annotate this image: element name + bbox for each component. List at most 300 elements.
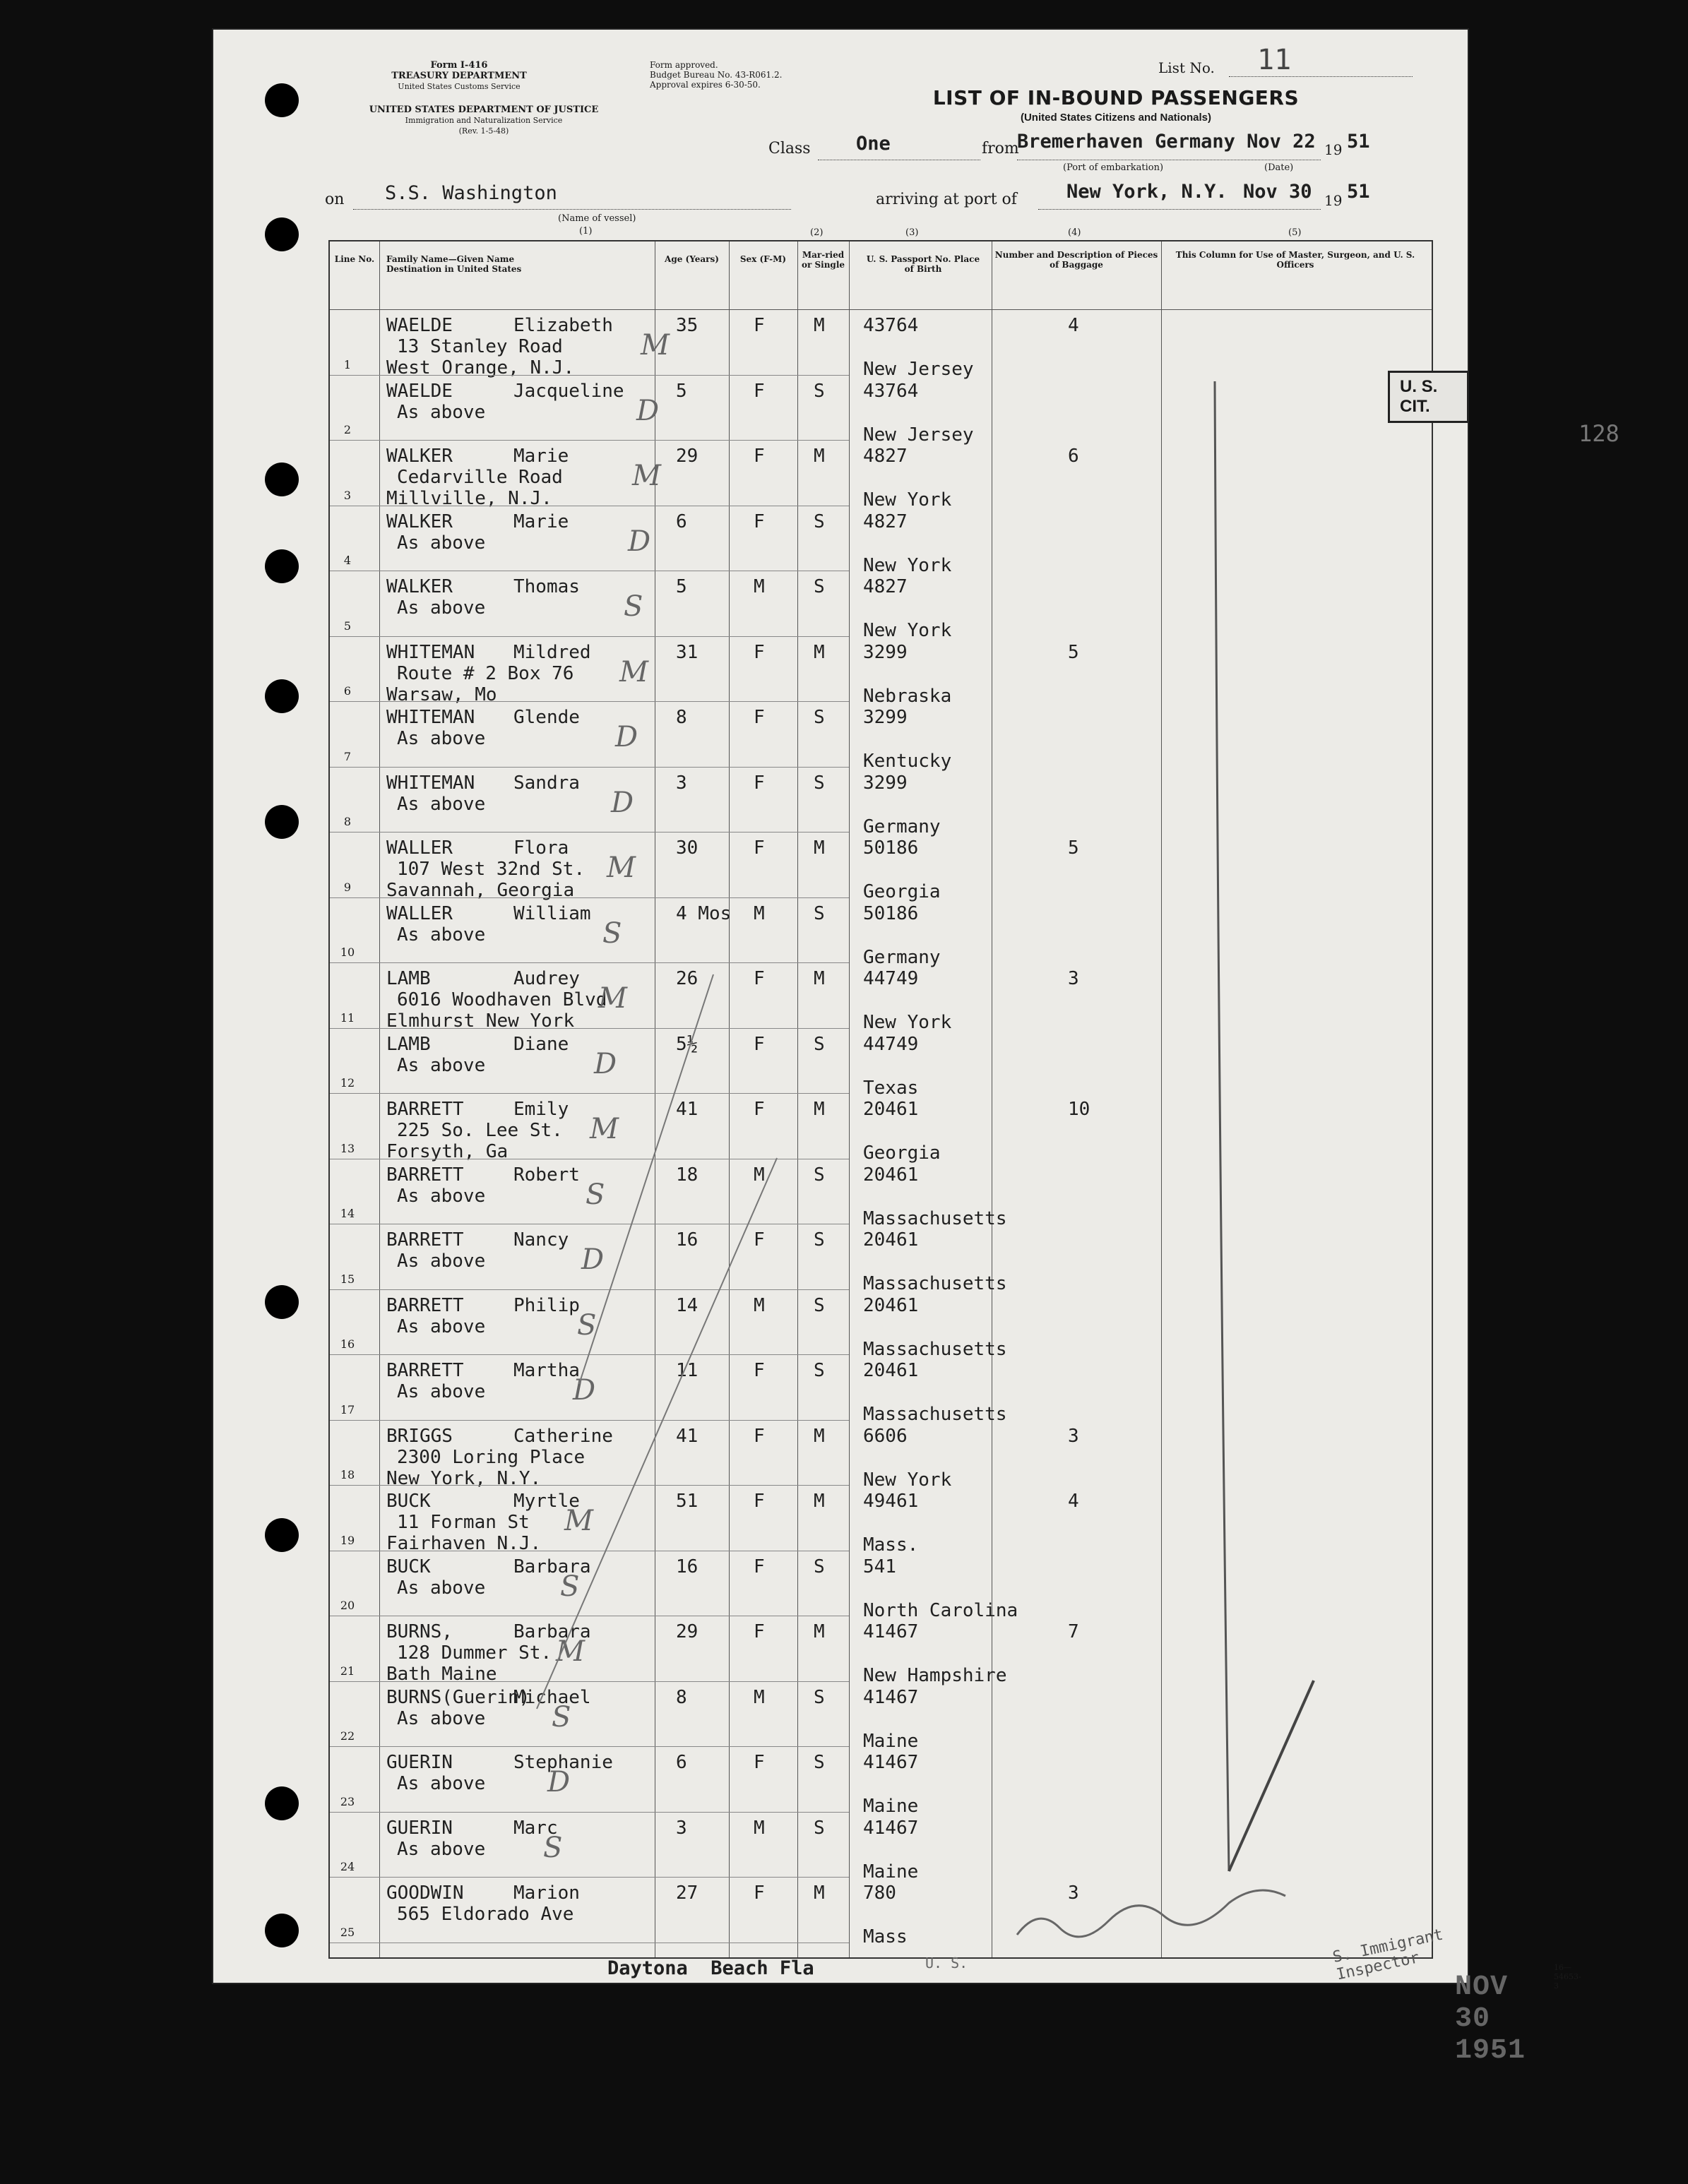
given-name: Sandra	[513, 772, 580, 794]
passport-number: 541	[863, 1556, 896, 1577]
pencil-mark: D	[594, 1047, 617, 1080]
age: 5	[676, 576, 687, 597]
pencil-mark: M	[619, 655, 648, 688]
given-name: Mildred	[513, 641, 591, 663]
pencil-mark: M	[632, 460, 661, 492]
form-reference: Form I-416 TREASURY DEPARTMENT United States Customs Service	[391, 60, 527, 91]
sex: M	[754, 576, 765, 597]
sex: F	[754, 1556, 765, 1577]
punch-hole	[265, 679, 299, 713]
passport-number: 41467	[863, 1686, 919, 1708]
address-line-1: As above	[397, 1381, 486, 1402]
col-num-5: (5)	[1288, 227, 1302, 238]
col-header-line: Line No.	[334, 254, 375, 264]
table-row	[330, 1812, 1432, 1882]
age: 41	[676, 1099, 699, 1120]
place-of-birth: New Jersey	[863, 359, 974, 380]
given-name: Jacqueline	[513, 380, 624, 402]
given-name: Elizabeth	[513, 315, 613, 336]
passport-number: 4827	[863, 576, 908, 597]
table-row	[330, 1159, 1432, 1229]
place-of-birth: Georgia	[863, 881, 941, 902]
arriving-label: arriving at port of	[876, 191, 1017, 208]
family-name: WHITEMAN	[386, 707, 475, 728]
place-of-birth: Maine	[863, 1730, 919, 1752]
table-row	[330, 1681, 1432, 1752]
pencil-mark: S	[586, 1178, 605, 1211]
given-name: Marie	[513, 511, 569, 532]
given-name: Martha	[513, 1360, 580, 1381]
passport-number: 41467	[863, 1621, 919, 1642]
given-name: Nancy	[513, 1229, 569, 1251]
place-of-birth: New York	[863, 620, 952, 641]
from-year-prefix: 19	[1324, 141, 1343, 158]
family-name: BURNS(Guerin)	[386, 1686, 530, 1708]
pencil-mark: M	[564, 1505, 593, 1537]
col-header-age: Age (Years)	[665, 254, 719, 264]
line-number: 1	[343, 357, 352, 371]
table-row	[330, 832, 1432, 902]
pencil-mark: D	[615, 721, 638, 753]
vessel-line	[353, 209, 791, 210]
place-of-birth: Maine	[863, 1796, 919, 1817]
given-name: Marie	[513, 446, 569, 467]
sex: F	[754, 968, 765, 989]
marital-status: M	[814, 1099, 825, 1120]
address-line-1: As above	[397, 1315, 486, 1337]
age: 3	[676, 1817, 687, 1839]
place-of-birth: North Carolina	[863, 1599, 1018, 1621]
address-line-1: As above	[397, 1185, 486, 1207]
passport-number: 50186	[863, 837, 919, 859]
table-row	[330, 1093, 1432, 1164]
line-number: 17	[340, 1402, 355, 1416]
table-row	[330, 571, 1432, 641]
line-number: 5	[343, 619, 352, 633]
age: 41	[676, 1425, 699, 1447]
age: 27	[676, 1882, 699, 1904]
address-line-1: As above	[397, 1577, 486, 1599]
line-number: 18	[340, 1468, 355, 1481]
table-row	[330, 1485, 1432, 1556]
sex: F	[754, 772, 765, 794]
marital-status: S	[814, 902, 825, 924]
age: 31	[676, 641, 699, 663]
line-number: 14	[340, 1207, 355, 1220]
address-line-1: Route # 2 Box 76	[397, 662, 574, 684]
family-name: BRIGGS	[386, 1425, 453, 1447]
age: 18	[676, 1164, 699, 1186]
inspector-stamp: S. Immigrant Inspector	[1331, 1926, 1445, 1984]
age: 8	[676, 707, 687, 728]
date-caption: (Date)	[1264, 162, 1294, 173]
marital-status: S	[814, 380, 825, 402]
age: 30	[676, 837, 699, 859]
passport-number: 4827	[863, 446, 908, 467]
sex: F	[754, 1491, 765, 1512]
given-name: William	[513, 902, 591, 924]
age: 8	[676, 1686, 687, 1708]
line-number: 6	[343, 684, 352, 698]
marital-status: S	[814, 1229, 825, 1251]
passport-number: 50186	[863, 902, 919, 924]
baggage-count: 3	[1068, 1425, 1079, 1447]
col-header-sex: Sex (F-M)	[739, 254, 787, 264]
col-header-passport: U. S. Passport No. Place of Birth	[866, 254, 980, 274]
manifest-sheet	[212, 28, 1619, 2067]
sex: F	[754, 1360, 765, 1381]
place-of-birth: Georgia	[863, 1142, 941, 1164]
punch-hole	[265, 1914, 299, 1947]
place-of-birth: Germany	[863, 816, 941, 837]
given-name: Robert	[513, 1164, 580, 1186]
address-line-1: 128 Dummer St.	[397, 1642, 552, 1664]
col-num-1: (1)	[579, 226, 593, 237]
passport-number: 6606	[863, 1425, 908, 1447]
table-row	[330, 767, 1432, 837]
address-line-1: As above	[397, 1054, 486, 1076]
punch-hole	[265, 1285, 299, 1319]
pencil-mark: D	[581, 1243, 605, 1276]
table-row	[330, 1420, 1432, 1491]
address-line-2: New York, N.Y.	[386, 1467, 542, 1489]
given-name: Philip	[513, 1294, 580, 1316]
family-name: WALLER	[386, 837, 453, 859]
line-number: 10	[340, 945, 355, 959]
sex: F	[754, 641, 765, 663]
family-name: GUERIN	[386, 1817, 453, 1839]
pencil-mark: D	[636, 394, 660, 427]
line-number: 3	[343, 488, 352, 502]
address-line-1: As above	[397, 728, 486, 749]
family-name: WALKER	[386, 576, 453, 597]
table-row	[330, 440, 1432, 511]
baggage-count: 10	[1068, 1099, 1090, 1120]
place-of-birth: Mass.	[863, 1534, 919, 1556]
address-line-1: Cedarville Road	[397, 467, 563, 488]
line-number: 19	[340, 1533, 355, 1547]
age: 4 Mos	[676, 902, 732, 924]
sex: F	[754, 315, 765, 336]
family-name: BURNS,	[386, 1621, 453, 1642]
table-row	[330, 506, 1432, 576]
sex: F	[754, 1229, 765, 1251]
page-title: LIST OF IN-BOUND PASSENGERS	[932, 86, 1300, 109]
sex: F	[754, 1621, 765, 1642]
punch-hole	[265, 549, 299, 583]
place-of-birth: Kentucky	[863, 751, 952, 772]
place-of-birth: Nebraska	[863, 685, 952, 707]
age: 11	[676, 1360, 699, 1381]
family-name: BARRETT	[386, 1294, 464, 1316]
address-line-1: As above	[397, 401, 486, 423]
sex: M	[754, 1686, 765, 1708]
given-name: Marion	[513, 1882, 580, 1904]
line-number: 12	[340, 1076, 355, 1090]
place-of-birth: Maine	[863, 1861, 919, 1882]
table-row	[330, 1746, 1432, 1817]
line-number: 8	[343, 815, 352, 828]
given-name: Diane	[513, 1033, 569, 1055]
sex: F	[754, 1099, 765, 1120]
age: 6	[676, 1752, 687, 1773]
port-caption: (Port of embarkation)	[1063, 162, 1164, 173]
line-number: 20	[340, 1599, 355, 1612]
punch-hole	[265, 805, 299, 839]
pencil-mark: S	[552, 1700, 571, 1734]
marital-status: M	[814, 446, 825, 467]
passport-number: 49461	[863, 1491, 919, 1512]
address-line-2: Fairhaven N.J.	[386, 1533, 542, 1554]
pencil-mark: M	[598, 982, 627, 1015]
line-number: 22	[340, 1729, 355, 1743]
arrival-line	[1038, 209, 1321, 210]
family-name: LAMB	[386, 968, 431, 989]
address-line-1: As above	[397, 1251, 486, 1272]
marital-status: S	[814, 707, 825, 728]
place-of-birth: Massachusetts	[863, 1404, 1007, 1425]
line-number: 7	[343, 749, 352, 763]
line-number: 24	[340, 1860, 355, 1873]
address-line-1: As above	[397, 1838, 486, 1860]
address-line-2: Forsyth, Ga	[386, 1141, 509, 1162]
age: 3	[676, 772, 687, 794]
family-name: WHITEMAN	[386, 772, 475, 794]
family-name: WHITEMAN	[386, 641, 475, 663]
given-name: Audrey	[513, 968, 580, 989]
line-number: 23	[340, 1794, 355, 1808]
arrival-year-prefix: 19	[1324, 192, 1343, 209]
address-line-1: As above	[397, 532, 486, 554]
place-of-birth: Texas	[863, 1077, 919, 1099]
col-num-4: (4)	[1068, 227, 1081, 238]
place-of-birth: New York	[863, 1012, 952, 1033]
punch-hole	[265, 463, 299, 496]
given-name: Myrtle	[513, 1491, 580, 1512]
stamp-number: 128	[1579, 420, 1619, 447]
age: 5	[676, 380, 687, 402]
age: 29	[676, 1621, 699, 1642]
us-citizen-stamp: U. S. CIT.	[1388, 371, 1469, 423]
passport-number: 20461	[863, 1099, 919, 1120]
port-of-embarkation: Bremerhaven Germany Nov 22	[1017, 131, 1316, 153]
place-of-birth: New York	[863, 554, 952, 576]
family-name: WALLER	[386, 902, 453, 924]
us-mark: U. S.	[925, 1955, 968, 1971]
family-name: GOODWIN	[386, 1882, 464, 1904]
passport-number: 20461	[863, 1164, 919, 1186]
table-row	[330, 1354, 1432, 1425]
sex: F	[754, 380, 765, 402]
list-number: 11	[1257, 44, 1292, 76]
pencil-mark: D	[628, 525, 651, 558]
address-line-1: 11 Forman St	[397, 1512, 530, 1533]
pencil-mark: M	[641, 329, 670, 362]
given-name: Michael	[513, 1686, 591, 1708]
given-name: Thomas	[513, 576, 580, 597]
address-line-2: Millville, N.J.	[386, 488, 552, 509]
given-name: Flora	[513, 837, 569, 859]
family-name: WALKER	[386, 446, 453, 467]
punch-hole	[265, 1786, 299, 1820]
place-of-birth: Massachusetts	[863, 1338, 1007, 1360]
from-year: 51	[1347, 131, 1370, 153]
sex: F	[754, 837, 765, 859]
marital-status: S	[814, 1686, 825, 1708]
pencil-mark: S	[577, 1308, 597, 1342]
table-row	[330, 1289, 1432, 1360]
passport-number: 41467	[863, 1817, 919, 1839]
address-line-2: Bath Maine	[386, 1664, 497, 1685]
punch-hole	[265, 83, 299, 117]
address-line-1: As above	[397, 793, 486, 815]
passport-number: 43764	[863, 380, 919, 402]
marital-status: S	[814, 1556, 825, 1577]
line-number: 13	[340, 1141, 355, 1155]
family-name: WAELDE	[386, 380, 453, 402]
pencil-mark: S	[560, 1570, 580, 1603]
place-of-birth: New Hampshire	[863, 1665, 1007, 1686]
marital-status: M	[814, 641, 825, 663]
sex: F	[754, 1882, 765, 1904]
list-number-line	[1229, 76, 1413, 77]
punch-hole	[265, 1518, 299, 1552]
given-name: Emily	[513, 1099, 569, 1120]
family-name: BUCK	[386, 1491, 431, 1512]
marital-status: M	[814, 968, 825, 989]
given-name: Glende	[513, 707, 580, 728]
passport-number: 43764	[863, 315, 919, 336]
address-line-2: Warsaw, Mo	[386, 684, 497, 705]
place-of-birth: New York	[863, 1469, 952, 1491]
budget-approval: Form approved. Budget Bureau No. 43-R061.2. Approval expires 6-30-50.	[650, 60, 783, 90]
line-number: 9	[343, 880, 352, 894]
line-number: 16	[340, 1337, 355, 1351]
given-name: Catherine	[513, 1425, 613, 1447]
address-line-1: As above	[397, 924, 486, 945]
marital-status: S	[814, 1360, 825, 1381]
passport-number: 3299	[863, 772, 908, 794]
sex: F	[754, 511, 765, 532]
address-line-2: Savannah, Georgia	[386, 880, 575, 901]
department-block: UNITED STATES DEPARTMENT OF JUSTICE Immigration and Naturalization Service (Rev. 1-5-48)	[369, 105, 599, 136]
age: 6	[676, 511, 687, 532]
sex: F	[754, 1752, 765, 1773]
line-number: 4	[343, 554, 352, 567]
table-row	[330, 1877, 1432, 1947]
col-header-married: Mar-ried or Single	[801, 250, 845, 270]
table-row	[330, 1616, 1432, 1686]
passport-number: 3299	[863, 641, 908, 663]
table-row	[330, 962, 1432, 1033]
family-name: BARRETT	[386, 1229, 464, 1251]
baggage-count: 5	[1068, 641, 1079, 663]
passport-number: 4827	[863, 511, 908, 532]
pencil-mark: S	[602, 917, 622, 950]
pencil-mark: M	[556, 1635, 585, 1668]
address-line-1: 13 Stanley Road	[397, 336, 563, 357]
on-label: on	[325, 191, 345, 208]
sex: M	[754, 902, 765, 924]
age: 26	[676, 968, 699, 989]
age: 16	[676, 1556, 699, 1577]
marital-status: S	[814, 1294, 825, 1316]
address-line-1: As above	[397, 597, 486, 619]
address-line-1: 6016 Woodhaven Blvd	[397, 989, 607, 1010]
passport-number: 44749	[863, 968, 919, 989]
passport-number: 20461	[863, 1360, 919, 1381]
address-line-1: 2300 Loring Place	[397, 1446, 586, 1468]
sex: M	[754, 1817, 765, 1839]
arrival-date: Nov 30	[1243, 181, 1312, 203]
age: 51	[676, 1491, 699, 1512]
sex: F	[754, 1033, 765, 1055]
marital-status: S	[814, 1164, 825, 1186]
passport-number: 20461	[863, 1294, 919, 1316]
page-subtitle: (United States Citizens and Nationals)	[1020, 112, 1212, 124]
arrival-port: New York, N.Y.	[1066, 181, 1228, 203]
pencil-mark: D	[547, 1766, 571, 1798]
given-name: Stephanie	[513, 1752, 613, 1773]
place-of-birth: Massachusetts	[863, 1207, 1007, 1229]
family-name: GUERIN	[386, 1752, 453, 1773]
baggage-count: 3	[1068, 968, 1079, 989]
address-line-2: West Orange, N.J.	[386, 357, 575, 378]
family-name: LAMB	[386, 1033, 431, 1055]
sex: F	[754, 1425, 765, 1447]
address-line-1: 565 Eldorado Ave	[397, 1904, 574, 1925]
passport-number: 20461	[863, 1229, 919, 1251]
age: 35	[676, 315, 699, 336]
pencil-mark: M	[607, 852, 636, 884]
sex: M	[754, 1164, 765, 1186]
sex: F	[754, 446, 765, 467]
marital-status: M	[814, 315, 825, 336]
age: 5½	[676, 1033, 699, 1055]
pencil-mark: D	[573, 1374, 596, 1407]
line-number: 15	[340, 1272, 355, 1286]
marital-status: S	[814, 511, 825, 532]
baggage-count: 7	[1068, 1621, 1079, 1642]
age: 16	[676, 1229, 699, 1251]
table-row	[330, 1028, 1432, 1099]
col-header-officers: This Column for Use of Master, Surgeon, and U. S. Officers	[1175, 250, 1415, 270]
age: 14	[676, 1294, 699, 1316]
table-row	[330, 1224, 1432, 1294]
table-row	[330, 1551, 1432, 1621]
family-name: BARRETT	[386, 1099, 464, 1120]
table-row	[330, 636, 1432, 707]
address-line-1: As above	[397, 1773, 486, 1794]
marital-status: S	[814, 1752, 825, 1773]
address-line-1: As above	[397, 1707, 486, 1729]
family-name: BARRETT	[386, 1164, 464, 1186]
marital-status: M	[814, 1491, 825, 1512]
marital-status: M	[814, 1425, 825, 1447]
baggage-count: 4	[1068, 315, 1079, 336]
col-header-name: Family Name—Given Name Destination in United States	[386, 254, 522, 274]
col-num-2: (2)	[810, 227, 824, 238]
place-of-birth: New Jersey	[863, 424, 974, 446]
vessel-name: S.S. Washington	[385, 182, 557, 204]
inspector-date: NOV 30 1951	[1455, 1971, 1526, 2067]
given-name: Barbara	[513, 1621, 591, 1642]
passenger-table	[328, 227, 1433, 1959]
place-of-birth: Mass	[863, 1926, 908, 1947]
line-number: 25	[340, 1925, 355, 1939]
address-line-1: 225 So. Lee St.	[397, 1120, 563, 1141]
line-number: 21	[340, 1664, 355, 1678]
